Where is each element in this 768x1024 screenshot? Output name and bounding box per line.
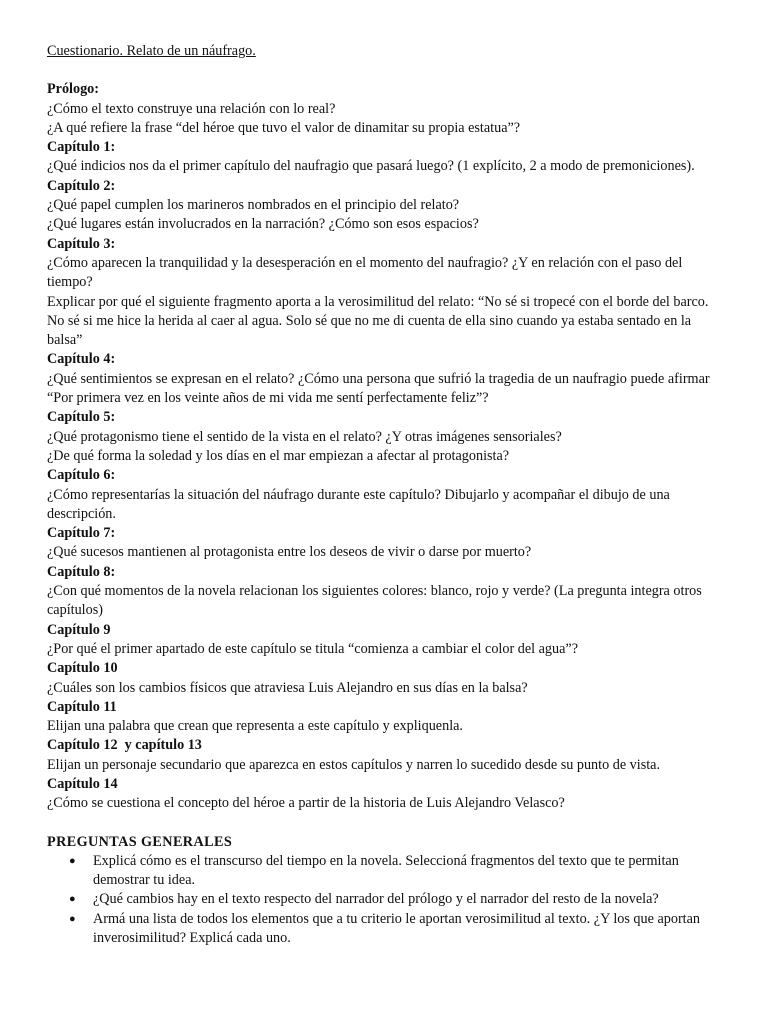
question: ¿Por qué el primer apartado de este capítulo se titula “comienza a cambiar el color del agua”? xyxy=(47,640,578,657)
question: ¿Qué sucesos mantienen al protagonista entre los deseos de vivir o darse por muerto? xyxy=(47,544,532,561)
section-capitulo-11 xyxy=(47,698,728,737)
question: ¿Con qué momentos de la novela relacionan los siguientes colores: blanco, rojo y verde? (La pregunta integra otros capítulos) xyxy=(47,583,702,619)
question: ¿Qué papel cumplen los marineros nombrados en el principio del relato? xyxy=(47,197,460,214)
question: ¿Qué sentimientos se expresan en el relato? ¿Cómo una persona que sufrió la tragedia de un naufragio puede afirmar “Por primera vez en los veinte años de mi vida me sentí perfectamente feliz”? xyxy=(47,370,710,407)
question: ¿Qué lugares están involucrados en la narración? ¿Cómo son esos espacios? xyxy=(47,216,479,233)
section-heading: Capítulo 2: xyxy=(47,177,116,194)
document-title: Cuestionario. Relato de un náufrago. xyxy=(47,43,256,59)
question: ¿Qué indicios nos da el primer capítulo del naufragio que pasará luego? (1 explícito, 2 a modo de premoniciones). xyxy=(47,158,695,175)
section-prologo xyxy=(47,80,728,138)
section-heading: Capítulo 4: xyxy=(47,351,116,368)
section-capitulo-5 xyxy=(47,408,728,466)
question: ¿Cómo se cuestiona el concepto del héroe a partir de la historia de Luis Alejandro Velasco? xyxy=(47,795,565,812)
question: ¿Cómo representarías la situación del náufrago durante este capítulo? Dibujarlo y acompañar el dibujo de una descripción. xyxy=(47,486,670,522)
bullet-icon: ● xyxy=(69,893,76,906)
bullet-icon: ● xyxy=(69,912,76,925)
section-heading: Capítulo 8: xyxy=(47,563,116,580)
question: ¿Cómo el texto construye una relación con lo real? xyxy=(47,100,336,117)
section-capitulo-6 xyxy=(47,466,728,524)
question: ¿Qué protagonismo tiene el sentido de la vista en el relato? ¿Y otras imágenes sensoriales? xyxy=(47,428,562,445)
section-capitulo-7 xyxy=(47,524,728,563)
question: Explicar por qué el siguiente fragmento aporta a la verosimilitud del relato: “No sé si tropecé con el borde del barco. No sé si me hice la herida al caer al agua. Solo sé que no me di cuenta de ella sino cuando ya estaba sentado en la balsa” xyxy=(47,293,709,349)
section-heading: Capítulo 12 y capítulo 13 xyxy=(47,737,202,754)
question: Elijan un personaje secundario que aparezca en estos capítulos y narren lo sucedido desde su punto de vista. xyxy=(47,756,661,773)
section-heading: Capítulo 3: xyxy=(47,235,116,252)
section-capitulo-2 xyxy=(47,177,728,235)
bullet-icon: ● xyxy=(69,854,76,867)
section-capitulo-8 xyxy=(47,563,728,621)
section-heading: Capítulo 7: xyxy=(47,525,116,542)
section-heading: Capítulo 11 xyxy=(47,698,117,715)
list-item xyxy=(47,852,728,891)
list-item-text: ¿Qué cambios hay en el texto respecto del narrador del prólogo y el narrador del resto de la novela? xyxy=(93,891,659,908)
section-heading: Capítulo 10 xyxy=(47,660,118,677)
section-heading: Prólogo: xyxy=(47,81,100,98)
section-capitulo-14 xyxy=(47,775,728,814)
general-questions-title: PREGUNTAS GENERALES xyxy=(47,833,233,850)
section-capitulo-3 xyxy=(47,235,728,351)
section-preguntas-generales xyxy=(47,833,728,949)
section-capitulo-1 xyxy=(47,138,728,177)
section-heading: Capítulo 6: xyxy=(47,467,116,484)
list-item xyxy=(47,890,728,909)
section-heading: Capítulo 9 xyxy=(47,621,111,638)
section-heading: Capítulo 14 xyxy=(47,775,118,792)
list-item-text: Explicá cómo es el transcurso del tiempo en la novela. Seleccioná fragmentos del texto que te permitan demostrar tu idea. xyxy=(93,852,679,889)
question: ¿A qué refiere la frase “del héroe que tuvo el valor de dinamitar su propia estatua”? xyxy=(47,119,521,136)
section-capitulo-10 xyxy=(47,659,728,698)
section-capitulo-4 xyxy=(47,350,728,408)
general-questions-list xyxy=(47,852,728,948)
section-capitulo-9 xyxy=(47,621,728,660)
section-heading: Capítulo 5: xyxy=(47,409,116,426)
section-capitulo-12-13 xyxy=(47,736,728,775)
question: ¿Cuáles son los cambios físicos que atraviesa Luis Alejandro en sus días en la balsa? xyxy=(47,679,528,696)
section-heading: Capítulo 1: xyxy=(47,139,116,156)
question: ¿Cómo aparecen la tranquilidad y la desesperación en el momento del naufragio? ¿Y en relación con el paso del tiempo? xyxy=(47,254,683,291)
list-item xyxy=(47,910,728,949)
question: Elijan una palabra que crean que representa a este capítulo y expliquenla. xyxy=(47,718,463,735)
question: ¿De qué forma la soledad y los días en el mar empiezan a afectar al protagonista? xyxy=(47,447,510,464)
list-item-text: Armá una lista de todos los elementos que a tu criterio le aportan verosimilitud al texto. ¿Y los que aportan inverosimilitud? Explicá cada uno. xyxy=(93,910,701,947)
